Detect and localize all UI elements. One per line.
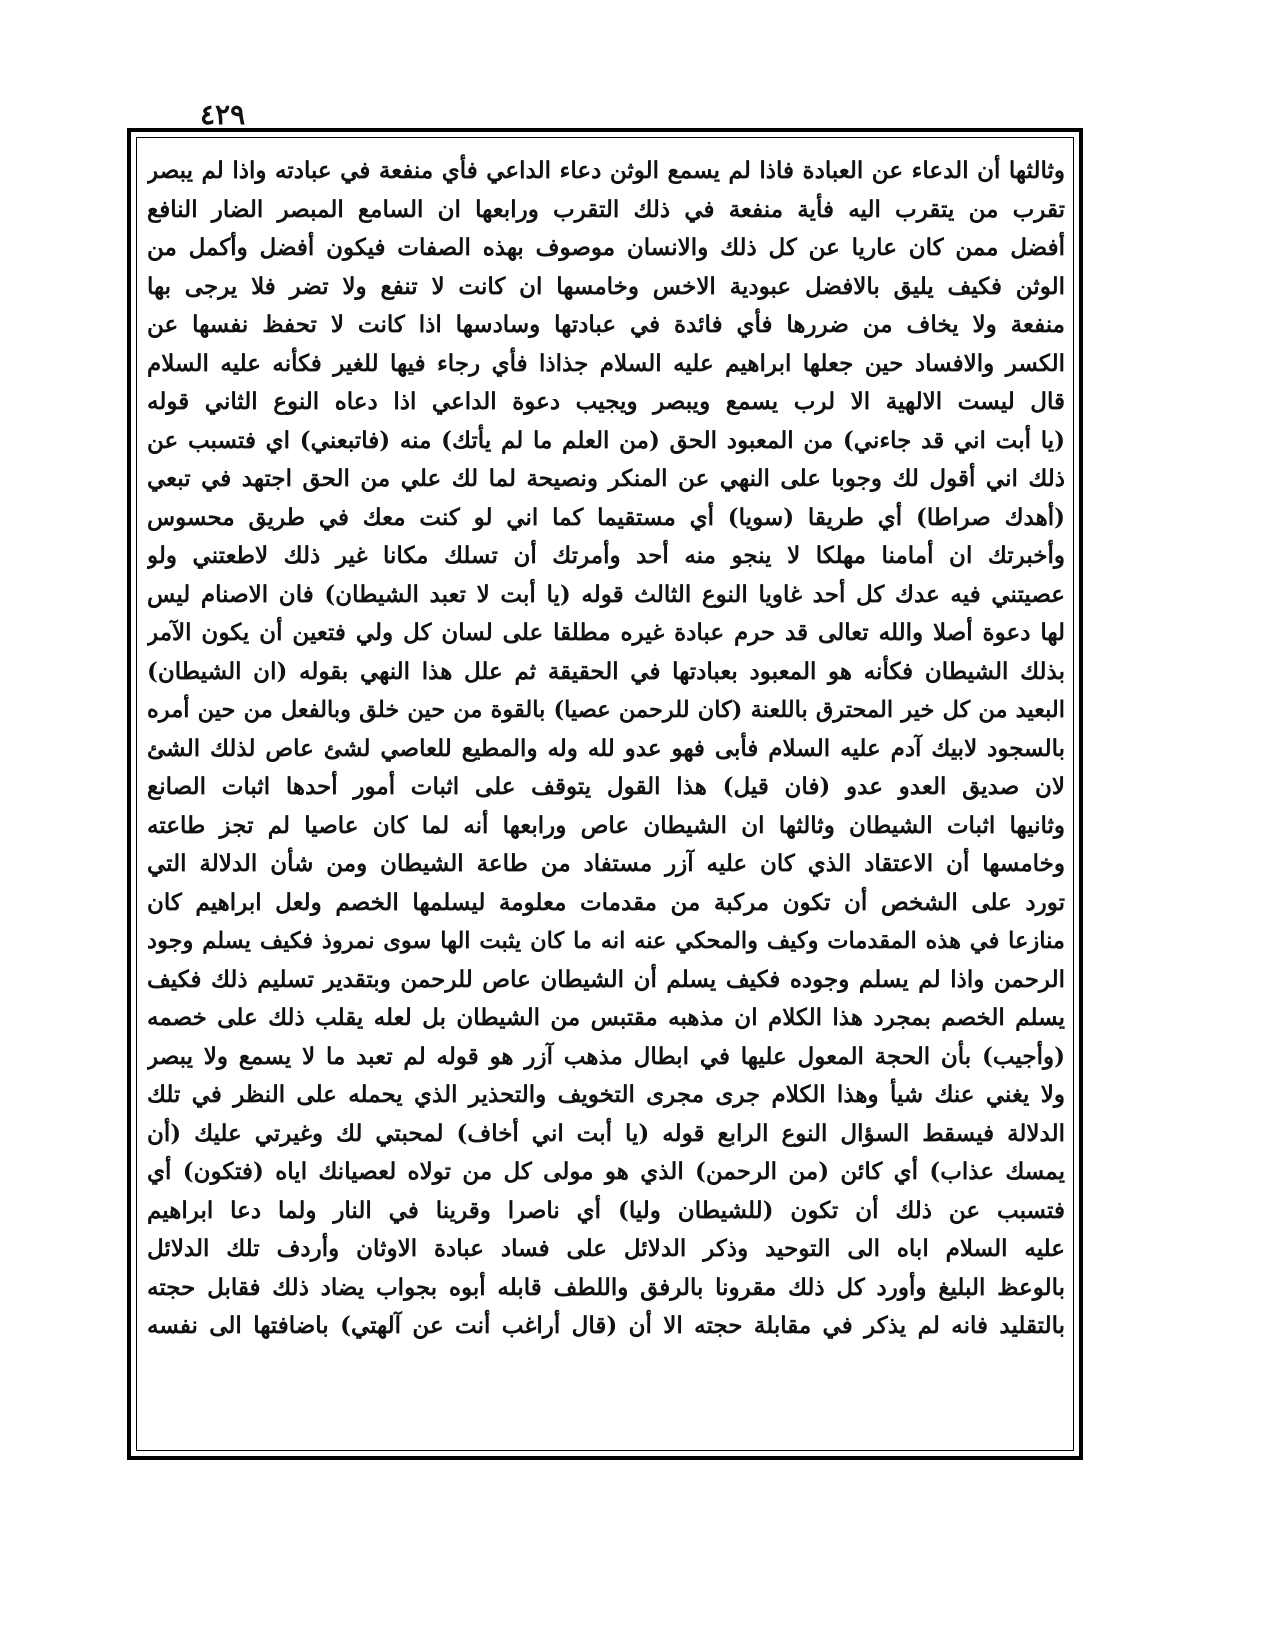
text-line: ولا يغني عنك شيأ وهذا الكلام جرى مجرى التخويف والتحذير الذي يحمله على النظر في تلك — [147, 1081, 1065, 1108]
text-line: يسلم الخصم بمجرد هذا الكلام ان مذهبه مقتبس من الشيطان بل لعله يقلب ذلك على خصمه — [147, 1004, 1065, 1031]
text-line: عصيتني فيه عدك كل أحد غاويا النوع الثالث قوله (يا أبت لا تعبد الشيطان) فان الاصنام ليس — [147, 580, 1065, 608]
page-number: ٤٢٩ — [200, 98, 246, 131]
text-line: الكسر والافساد حين جعلها ابراهيم عليه السلام جذاذا فأي رجاء فيها للغير فكأنه عليه السلام — [147, 349, 1065, 377]
text-line: بالوعظ البليغ وأورد كل ذلك مقرونا بالرفق واللطف قابله أبوه بجواب يضاد ذلك فقابل حجته — [147, 1273, 1065, 1301]
text-line: منفعة ولا يخاف من ضررها فأي فائدة في عبادتها وسادسها اذا كانت لا تحفظ نفسها عن — [147, 311, 1065, 338]
text-line: وثالثها أن الدعاء عن العبادة فاذا لم يسمع الوثن دعاء الداعي فأي منفعة في عبادته واذا لم يبصر — [147, 157, 1065, 184]
text-line: بالتقليد فانه لم يذكر في مقابلة حجته الا أن (قال أراغب أنت عن آلهتي) باضافتها الى نفسه — [147, 1312, 1065, 1339]
text-line: قال ليست الالهية الا لرب يسمع ويبصر ويجيب دعوة الداعي اذا دعاه النوع الثاني قوله — [147, 388, 1065, 415]
page-frame — [127, 128, 1083, 1460]
text-line: (أهدك صراطا) أي طريقا (سويا) أي مستقيما كما اني لو كنت معك في طريق محسوس — [147, 503, 1065, 531]
text-line: أفضل ممن كان عاريا عن كل ذلك والانسان موصوف بهذه الصفات فيكون أفضل وأكمل من — [147, 234, 1065, 261]
text-line: الرحمن واذا لم يسلم وجوده فكيف يسلم أن الشيطان عاص للرحمن وبتقدير تسليم ذلك فكيف — [147, 965, 1065, 993]
text-line: بذلك الشيطان فكأنه هو المعبود بعبادتها في الحقيقة ثم علل هذا النهي بقوله (ان الشيطان) — [147, 657, 1065, 685]
text-line: وثانيها اثبات الشيطان وثالثها ان الشيطان عاص ورابعها أنه لما كان عاصيا لم تجز طاعته — [147, 811, 1065, 839]
text-line: البعيد من كل خير المحترق باللعنة (كان للرحمن عصيا) بالقوة من حين خلق وبالفعل من حين أمره — [147, 697, 1065, 723]
text-body — [147, 152, 1065, 1446]
text-line: عليه السلام اباه الى التوحيد وذكر الدلائل على فساد عبادة الاوثان وأردف تلك الدلائل — [147, 1235, 1065, 1262]
text-line: (يا أبت اني قد جاءني) من المعبود الحق (من العلم ما لم يأتك) منه (فاتبعني) اي فتسبب عن — [147, 426, 1065, 454]
text-line: لها دعوة أصلا والله تعالى قد حرم عبادة غيره مطلقا على لسان كل ولي فتعين أن يكون الآمر — [147, 619, 1065, 646]
text-line: منازعا في هذه المقدمات وكيف والمحكي عنه انه ما كان يثبت الها سوى نمروذ فكيف يسلم وجود — [147, 928, 1065, 954]
text-line: الدلالة فيسقط السؤال النوع الرابع قوله (يا أبت اني أخاف) لمحبتي لك وغيرتي عليك (أن — [147, 1119, 1065, 1147]
text-line: تورد على الشخص أن تكون مركبة من مقدمات معلومة ليسلمها الخصم ولعل ابراهيم كان — [147, 888, 1065, 916]
text-line: وخامسها أن الاعتقاد الذي كان عليه آزر مستفاد من طاعة الشيطان ومن شأن الدلالة التي — [147, 850, 1065, 877]
text-line: بالسجود لابيك آدم عليه السلام فأبى فهو عدو لله وله والمطيع للعاصي لشئ عاص لذلك الشئ — [147, 734, 1065, 762]
text-line: فتسبب عن ذلك أن تكون (للشيطان وليا) أي ناصرا وقرينا في النار ولما دعا ابراهيم — [147, 1196, 1065, 1224]
text-line: لان صديق العدو عدو (فان قيل) هذا القول يتوقف على اثبات أمور أحدها اثبات الصانع — [147, 773, 1065, 800]
text-line: يمسك عذاب) أي كائن (من الرحمن) الذي هو مولى كل من تولاه لعصيانك اياه (فتكون) أي — [147, 1158, 1065, 1185]
text-line: تقرب من يتقرب اليه فأية منفعة في ذلك التقرب ورابعها ان السامع المبصر الضار النافع — [147, 195, 1065, 223]
text-line: وأخبرتك ان أمامنا مهلكا لا ينجو منه أحد وأمرتك أن تسلك مكانا غير ذلك لاطعتني ولو — [147, 542, 1065, 569]
text-line: الوثن فكيف يليق بالافضل عبودية الاخس وخامسها ان كانت لا تنفع ولا تضر فلا يرجى بها — [147, 272, 1065, 300]
text-line: ذلك اني أقول لك وجوبا على النهي عن المنكر ونصيحة لما لك علي من الحق اجتهد في تبعي — [147, 465, 1065, 492]
text-line: (وأجيب) بأن الحجة المعول عليها في ابطال مذهب آزر هو قوله لم تعبد ما لا يسمع ولا يبصر — [147, 1042, 1065, 1070]
